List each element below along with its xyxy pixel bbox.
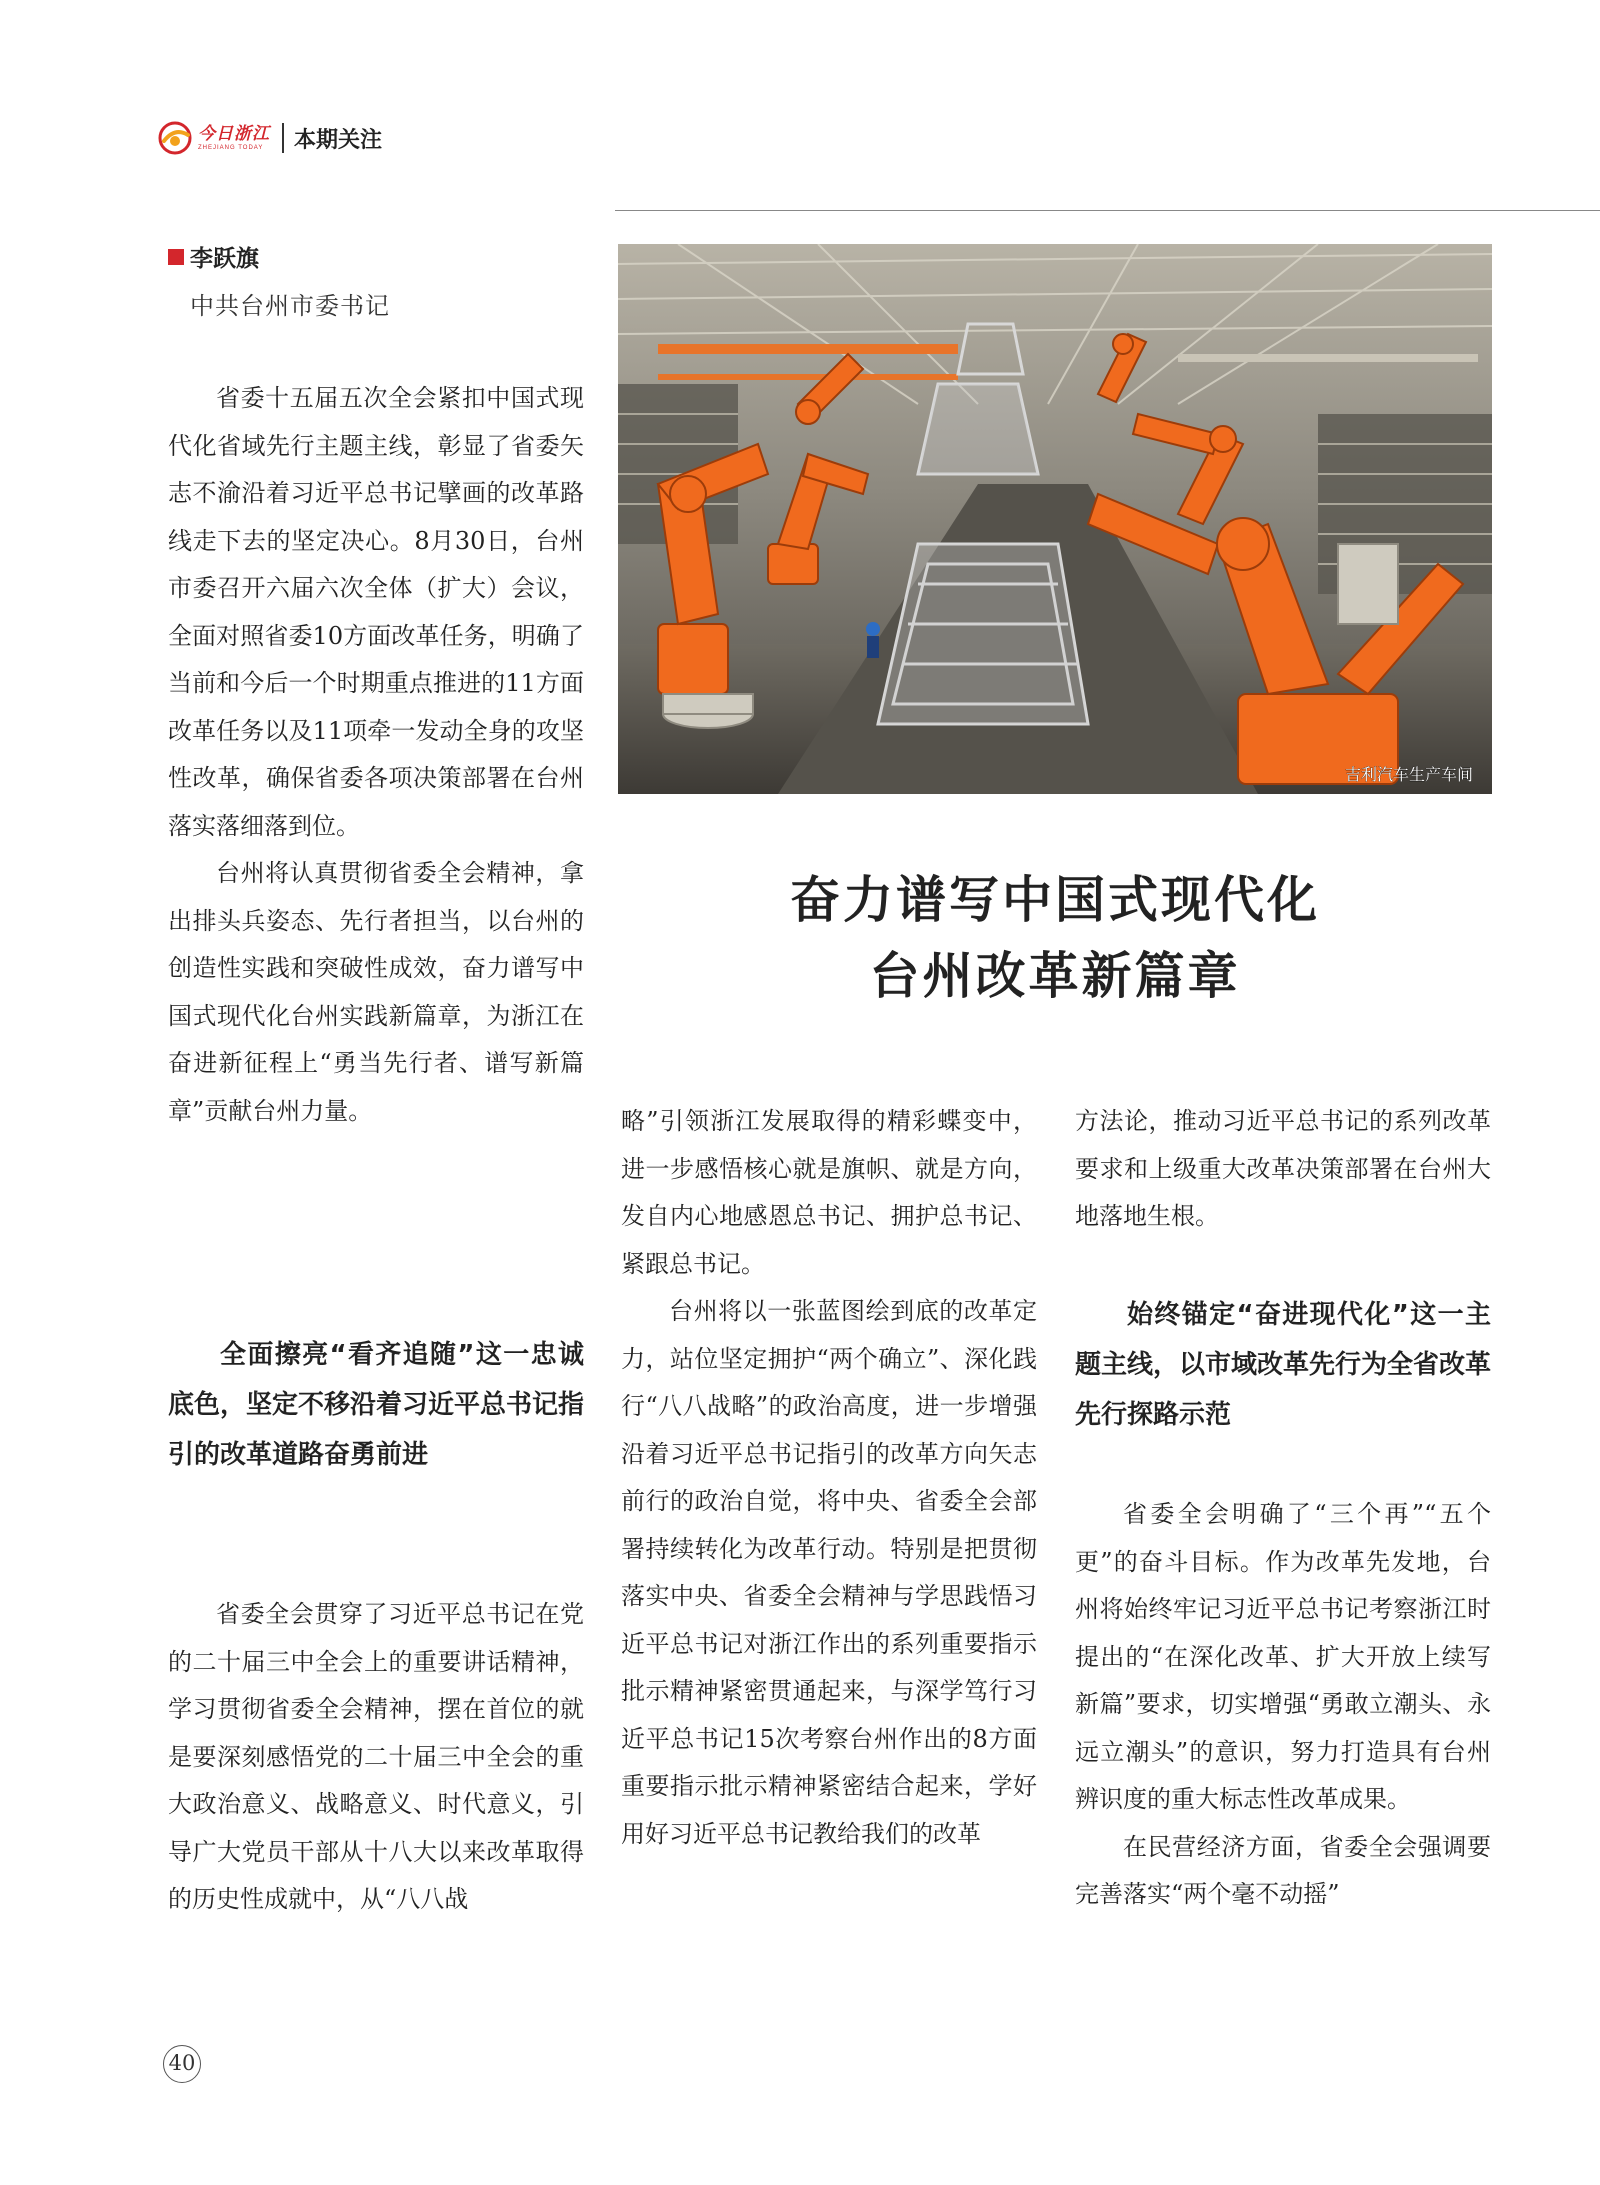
section-title: 本期关注 (294, 127, 383, 153)
subheading-2: 始终锚定“奋进现代化”这一主题主线，以市域改革先行为全省改革先行探路示范 (1075, 1300, 1492, 1430)
paragraph: 在民营经济方面，省委全会强调要完善落实“两个毫不动摇” (1075, 1832, 1491, 1908)
page-header (158, 118, 382, 158)
column-2 (621, 1098, 1037, 1858)
paragraph: 方法论，推动习近平总书记的系列改革要求和上级重大改革决策部署在台州大地落地生根。 (1075, 1107, 1491, 1230)
paragraph: 省委全会明确了“三个再”“五个更”的奋斗目标。作为改革先发地，台州将始终牢记习近平总书记考察浙江时提出的“在深化改革、扩大开放上续写新篇”要求，切实增强“勇敢立潮头、永远立潮头”的意识，努力打造具有台州辨识度的重大标志性改革成果。 (1075, 1500, 1491, 1813)
paragraph: 略”引领浙江发展取得的精彩蝶变中，进一步感悟核心就是旗帜、就是方向，发自内心地感恩总书记、拥护总书记、紧跟总书记。 (621, 1107, 1037, 1278)
author-name: 李跃旗 (190, 246, 259, 272)
paragraph: 台州将认真贯彻省委全会精神，拿出排头兵姿态、先行者担当，以台州的创造性实践和突破性成效，奋力谱写中国式现代化台州实践新篇章，为浙江在奋进新征程上“勇当先行者、谱写新篇章”贡献台州力量。 (168, 859, 584, 1125)
author-marker (168, 249, 184, 265)
top-rule (615, 210, 1600, 211)
headline-line-2: 台州改革新篇章 (869, 946, 1241, 1005)
paragraph: 省委十五届五次全会紧扣中国式现代化省域先行主题主线，彰显了省委矢志不渝沿着习近平总书记擘画的改革路线走下去的坚定决心。8月30日，台州市委召开六届六次全体（扩大）会议，全面对照省委10方面改革任务，明确了当前和今后一个时期重点推进的11方面改革任务以及11项牵一发动全身的攻坚性改革，确保省委各项决策部署在台州落实落细落到位。 (168, 384, 584, 840)
article-headline (618, 862, 1492, 1014)
photo-caption: 吉利汽车生产车间 (1344, 765, 1473, 784)
page-number: 40 (163, 2045, 201, 2083)
factory-illustration (618, 244, 1492, 794)
paragraph: 省委全会贯穿了习近平总书记在党的二十届三中全会上的重要讲话精神，学习贯彻省委全会精神，摆在首位的就是要深刻感悟党的二十届三中全会的重大政治意义、战略意义、时代意义，引导广大党员干部从十八大以来改革取得的历史性成就中，从“八八战 (168, 1600, 584, 1913)
author-byline (168, 240, 259, 273)
logo-cn-text: 今日浙江 (198, 123, 270, 144)
headline-line-1: 奋力谱写中国式现代化 (790, 870, 1320, 929)
column-1-body (168, 1591, 584, 1924)
logo-wordmark (198, 123, 270, 151)
author-title: 中共台州市委书记 (190, 292, 390, 320)
header-divider (282, 123, 284, 153)
paragraph: 台州将以一张蓝图绘到底的改革定力，站位坚定拥护“两个确立”、深化践行“八八战略”的政治高度，进一步增强沿着习近平总书记指引的改革方向矢志前行的政治自觉，将中央、省委全会部署持续转化为改革行动。特别是把贯彻落实中央、省委全会精神与学思践悟习近平总书记对浙江作出的系列重要指示批示精神紧密贯通起来，与深学笃行习近平总书记15次考察台州作出的8方面重要指示批示精神紧密结合起来，学好用好习近平总书记教给我们的改革 (621, 1297, 1037, 1848)
logo-en-text: ZHEJIANG TODAY (198, 144, 264, 151)
column-3-body (1075, 1491, 1491, 1919)
column-1-intro (168, 375, 584, 1135)
column-3-top (1075, 1098, 1491, 1241)
factory-photo (618, 244, 1492, 794)
subheading-1: 全面擦亮“看齐追随”这一忠诚底色，坚定不移沿着习近平总书记指引的改革道路奋勇前进 (168, 1340, 585, 1470)
zhejiang-today-logo-icon (158, 121, 192, 155)
